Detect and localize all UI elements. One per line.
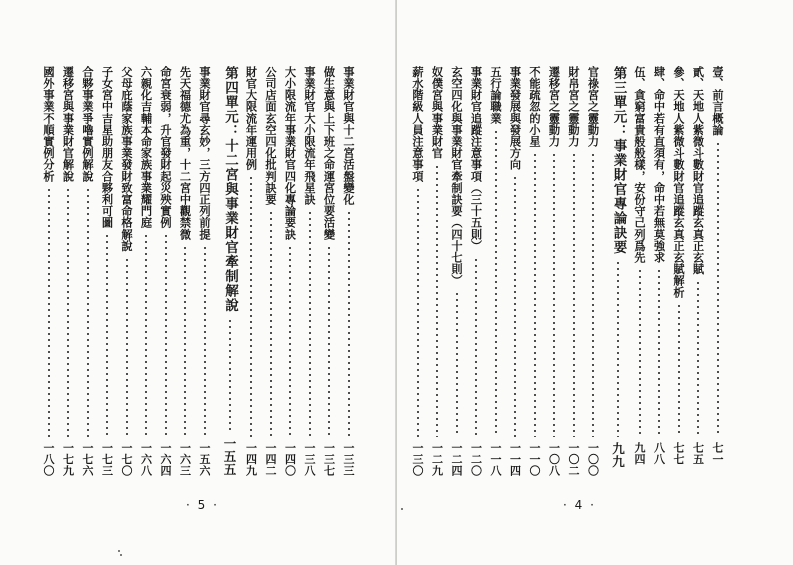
- toc-entry-page-number: 一六三: [178, 441, 192, 476]
- toc-entry: [586, 66, 601, 476]
- toc-chapter-heading: [220, 66, 239, 476]
- toc-entry: [158, 66, 173, 476]
- dot-leader: [106, 233, 108, 436]
- toc-entry: [283, 66, 298, 476]
- dot-leader: [87, 187, 89, 437]
- toc-entry: [527, 66, 542, 476]
- toc-entry-title: 玄空四化與事業財官牽制訣要（四十七則）: [450, 66, 464, 287]
- toc-entry: [80, 66, 95, 476]
- dot-leader: [165, 233, 167, 436]
- toc-entry-page-number: 一一八: [489, 441, 502, 476]
- toc-entry-title: 財帛宮之靈動力: [567, 66, 581, 148]
- dot-leader: [475, 257, 477, 437]
- toc-entry-title: 壹、前言概論: [711, 66, 725, 136]
- toc-entry-title: 子女宮中吉星助朋友合夥利可圖: [100, 66, 115, 229]
- dot-leader: [229, 318, 231, 433]
- toc-entry-title: 財官大限流年運用例: [244, 66, 259, 171]
- dot-leader: [534, 152, 536, 436]
- toc-entry-title: 肆、命中若有直須有，命中若無莫強求: [652, 66, 667, 264]
- toc-entry-page-number: 八八: [652, 442, 666, 465]
- dot-leader: [204, 245, 206, 437]
- toc-entry-page-number: 一二四: [450, 441, 463, 476]
- toc-entry-page-number: 一六四: [159, 441, 172, 476]
- toc-entry: [410, 66, 425, 476]
- toc-entry-page-number: 七一: [711, 442, 724, 465]
- toc-entry-title: 大小限流年事業財官四化專論要訣: [283, 66, 298, 240]
- right-toc-columns: [411, 66, 725, 476]
- toc-entry-title: 先天福德尤為重，十二宮中觀禁微: [178, 66, 193, 240]
- dot-leader: [697, 280, 699, 437]
- dot-leader: [48, 187, 50, 437]
- toc-entry-title: 伍、貪窮富貴般般樣，安份守己列爲先: [633, 66, 647, 264]
- toc-entry-title: 國外事業不順實例分析: [42, 66, 56, 182]
- toc-entry-title: 貳、天地人紫微斗數財官追蹤玄真正玄賦: [691, 66, 706, 275]
- toc-entry-page-number: 一二九: [430, 441, 444, 476]
- dot-leader: [145, 233, 147, 436]
- toc-entry: [244, 66, 259, 476]
- toc-entry-page-number: 一七六: [81, 441, 94, 476]
- scan-speck: [401, 508, 403, 510]
- dot-leader: [436, 164, 438, 437]
- dot-leader: [309, 210, 311, 436]
- toc-entry-title: 遷移宮與事業財官解說: [61, 66, 76, 182]
- toc-entry-title: 做生意與上下班之命運宮位要活變: [322, 66, 337, 240]
- toc-entry: [710, 66, 725, 476]
- dot-leader: [184, 245, 186, 437]
- toc-entry-title: 事業財官大小限流年飛星訣: [303, 66, 317, 206]
- dot-leader: [328, 245, 330, 437]
- toc-entry-page-number: 一八〇: [42, 441, 55, 476]
- dot-leader: [573, 152, 575, 436]
- dot-leader: [678, 303, 680, 437]
- toc-entry-title: 命宮衰弱，升官發財起災殃實例: [159, 66, 173, 229]
- dot-leader: [639, 268, 641, 437]
- dot-leader: [348, 210, 350, 436]
- toc-entry: [41, 66, 56, 476]
- dot-leader: [592, 152, 594, 436]
- toc-entry-page-number: 一〇〇: [586, 441, 600, 476]
- toc-entry-title: 參、天地人紫微斗數財官追蹤玄真正玄賦解析: [672, 66, 686, 298]
- toc-entry-page-number: 一四二: [264, 441, 277, 476]
- toc-entry-page-number: 一〇八: [547, 441, 561, 476]
- dot-leader: [717, 141, 719, 437]
- dot-leader: [514, 175, 516, 436]
- toc-entry: [691, 66, 706, 476]
- toc-entry: [547, 66, 562, 476]
- page-number: · 4 ·: [563, 498, 596, 512]
- toc-entry: [566, 66, 581, 476]
- toc-entry: [430, 66, 445, 476]
- toc-entry-page-number: 一一四: [508, 441, 522, 476]
- dot-leader: [126, 257, 128, 437]
- toc-entry: [449, 66, 464, 476]
- dot-leader: [456, 291, 458, 436]
- toc-entry-title: 遷移宮之靈動力: [547, 66, 562, 148]
- toc-entry: [197, 66, 212, 476]
- toc-entry-title: 公司店面玄空四化批判訣要: [264, 66, 278, 206]
- toc-entry: [139, 66, 154, 476]
- toc-entry-page-number: 一四九: [244, 441, 258, 476]
- toc-entry: [469, 66, 484, 476]
- toc-entry-title: 第四單元：十二宮與事業財官牽制解說: [222, 66, 238, 313]
- toc-entry-title: 第三單元：事業財官專論訣要: [610, 66, 627, 255]
- toc-entry-title: 事業發展與發展方向: [508, 66, 523, 171]
- toc-chapter-heading: [609, 66, 628, 476]
- toc-entry: [100, 66, 115, 476]
- toc-entry-title: 事業財官與十二宮活盤變化: [342, 66, 356, 206]
- toc-entry-page-number: 九九: [610, 442, 626, 468]
- dot-leader: [250, 175, 252, 436]
- toc-entry: [178, 66, 193, 476]
- toc-entry-page-number: 一七三: [100, 441, 114, 476]
- dot-leader: [617, 260, 619, 438]
- toc-entry-page-number: 七五: [691, 442, 705, 465]
- right-page: [397, 0, 793, 565]
- toc-entry: [302, 66, 317, 476]
- toc-entry: [322, 66, 337, 476]
- toc-entry-title: 奴僕宮與事業財官: [430, 66, 445, 159]
- toc-entry: [119, 66, 134, 476]
- toc-entry: [671, 66, 686, 476]
- toc-entry: [341, 66, 356, 476]
- toc-entry-title: 官祿宮之靈動力: [586, 66, 601, 148]
- toc-entry-title: 父母庇蔭家族事業發財致富命格解說: [120, 66, 134, 252]
- scan-speck: [118, 550, 120, 552]
- toc-entry-title: 合夥事業爭嚕實例解說: [81, 66, 95, 182]
- toc-entry-page-number: 一二〇: [469, 441, 483, 476]
- dot-leader: [270, 210, 272, 436]
- toc-entry-page-number: 一五五: [222, 437, 237, 476]
- toc-entry-title: 不能疏忽的小星: [528, 66, 542, 148]
- toc-entry-page-number: 一三〇: [411, 441, 424, 476]
- toc-entry: [632, 66, 647, 476]
- toc-entry-title: 事業財官尋玄妙，三方四正列前提: [198, 66, 212, 240]
- toc-entry-title: 五行論職業: [489, 66, 503, 124]
- toc-entry: [488, 66, 503, 476]
- toc-entry: [263, 66, 278, 476]
- dot-leader: [289, 245, 291, 437]
- page-number: · 5 ·: [186, 498, 219, 512]
- toc-entry-page-number: 七七: [672, 442, 685, 465]
- toc-entry-page-number: 一六八: [139, 441, 153, 476]
- toc-entry-page-number: 一四〇: [283, 441, 297, 476]
- toc-entry-page-number: 一〇二: [567, 441, 580, 476]
- toc-entry-page-number: 一三八: [303, 441, 316, 476]
- toc-entry: [652, 66, 667, 476]
- dot-leader: [658, 268, 660, 437]
- toc-entry-page-number: 一三三: [342, 441, 355, 476]
- dot-leader: [495, 129, 497, 437]
- dot-leader: [553, 152, 555, 436]
- left-toc-columns: [42, 66, 356, 476]
- toc-entry-title: 薪水階級人員注意事項: [411, 66, 425, 182]
- dot-leader: [417, 187, 419, 437]
- toc-entry: [61, 66, 76, 476]
- toc-entry-page-number: 一五六: [198, 441, 211, 476]
- toc-entry: [508, 66, 523, 476]
- scan-speck: [120, 554, 122, 556]
- toc-entry-title: 事業財官追蹤注意事項（三十五則）: [469, 66, 484, 252]
- toc-entry-page-number: 一七九: [61, 441, 75, 476]
- toc-entry-page-number: 一七〇: [120, 441, 133, 476]
- toc-entry-title: 六親化吉輔本命家族事業耀門庭: [139, 66, 154, 229]
- dot-leader: [67, 187, 69, 437]
- toc-entry-page-number: 一三七: [322, 441, 336, 476]
- toc-entry-page-number: 一一〇: [528, 441, 541, 476]
- left-page: [0, 0, 396, 565]
- toc-entry-page-number: 九四: [633, 442, 646, 465]
